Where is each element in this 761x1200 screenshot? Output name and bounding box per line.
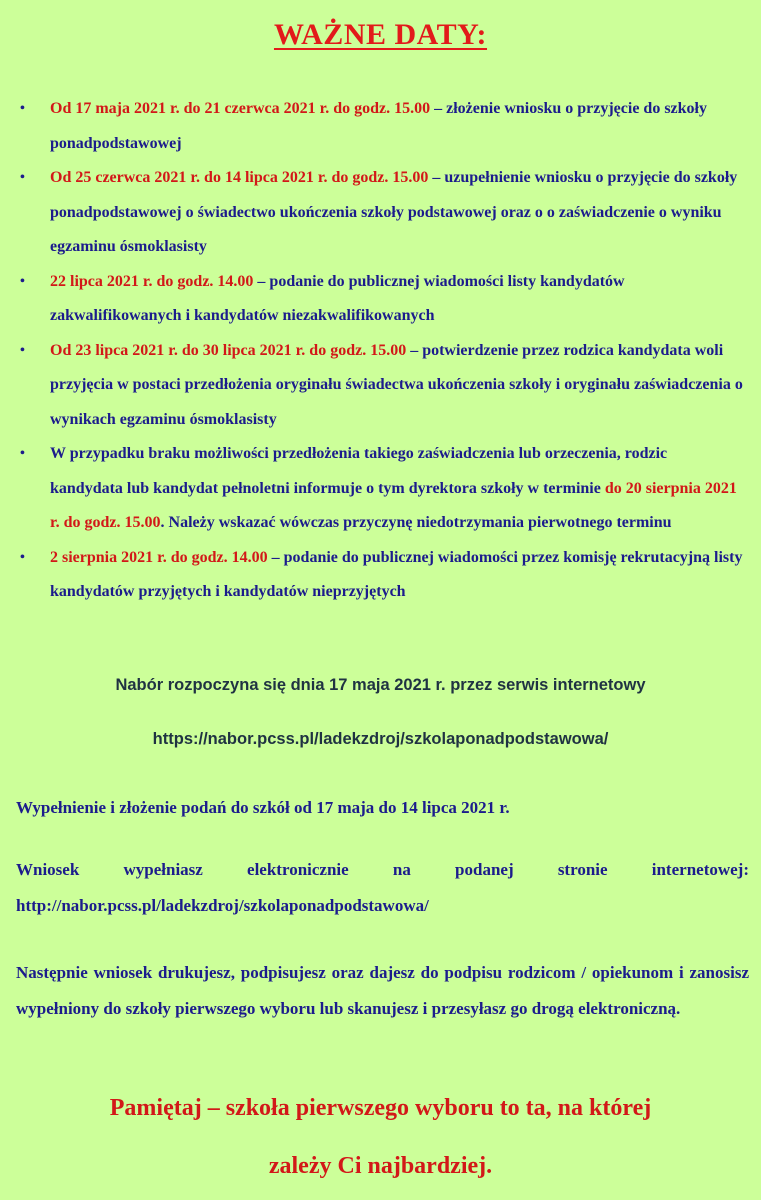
item-description: – podanie do publicznej wiadomości listy kandydatów zakwalifikowanych i kandydatów niezakwalifikowanych bbox=[50, 272, 625, 324]
date-highlight: do 20 sierpnia 2021 r. do godz. 15.00 bbox=[50, 479, 737, 531]
list-item bbox=[0, 92, 761, 161]
bullet-icon: • bbox=[20, 549, 25, 565]
date-highlight: 2 sierpnia 2021 r. do godz. 14.00 bbox=[50, 548, 268, 566]
page-title: WAŻNE DATY: bbox=[273, 18, 488, 51]
list-item bbox=[0, 541, 761, 610]
date-highlight: Od 23 lipca 2021 r. do 30 lipca 2021 r. do godz. 15.00 bbox=[50, 341, 407, 359]
item-description: – potwierdzenie przez rodzica kandydata woli przyjęcia w postaci przedłożenia oryginału świadectwa ukończenia szkoły i oryginału zaświadczenia o wynikach egzaminu ósmoklasisty bbox=[50, 341, 743, 428]
list-item bbox=[0, 265, 761, 334]
footer-reminder-line1: Pamiętaj – szkoła pierwszego wyboru to ta, na której bbox=[109, 1095, 652, 1121]
dates-list bbox=[0, 92, 761, 610]
item-description-intro: W przypadku braku możliwości przedłożenia takiego zaświadczenia lub orzeczenia, rodzic kandydata lub kandydat pełnoletni informuje o tym dyrektora szkoły w terminie bbox=[50, 445, 668, 497]
item-description: – uzupełnienie wniosku o przyjęcie do szkoły ponadpodstawowej o świadectwo ukończenia szkoły podstawowej oraz o o zaświadczenie o wyniku egzaminu ósmoklasisty bbox=[50, 169, 738, 255]
online-form-info: Wniosek wypełniasz elektronicznie na podanej stronie internetowej: http://nabor.pcss.pl/ladekzdroj/szkolaponadpodstawowa/ bbox=[16, 860, 749, 915]
item-description: . Należy wskazać wówczas przyczynę niedotrzymania pierwotnego terminu bbox=[160, 514, 672, 531]
bullet-icon: • bbox=[20, 273, 25, 289]
date-highlight: 22 lipca 2021 r. do godz. 14.00 bbox=[50, 272, 254, 290]
footer-reminder-line2: zależy Ci najbardziej. bbox=[268, 1153, 493, 1179]
bullet-icon: • bbox=[20, 342, 25, 358]
print-and-submit-info: Następnie wniosek drukujesz, podpisujesz oraz dajesz do podpisu rodzicom / opiekunom i zanosisz wypełniony do szkoły pierwszego wyboru lub skanujesz i przesyłasz go drogą elektroniczną. bbox=[16, 963, 749, 1018]
nabor-info: Nabór rozpoczyna się dnia 17 maja 2021 r. przez serwis internetowy bbox=[115, 676, 646, 694]
date-highlight: Od 17 maja 2021 r. do 21 czerwca 2021 r. do godz. 15.00 bbox=[50, 100, 431, 117]
list-item bbox=[0, 437, 761, 541]
item-description: – podanie do publicznej wiadomości przez komisję rekrutacyjną listy kandydatów przyjętych i kandydatów nieprzyjętych bbox=[50, 548, 743, 600]
bullet-icon: • bbox=[20, 446, 25, 461]
nabor-link[interactable]: https://nabor.pcss.pl/ladekzdroj/szkolaponadpodstawowa/ bbox=[152, 730, 609, 748]
bullet-icon: • bbox=[20, 101, 25, 116]
list-item bbox=[0, 334, 761, 438]
list-item bbox=[0, 161, 761, 265]
bullet-icon: • bbox=[20, 170, 25, 185]
item-description: – złożenie wniosku o przyjęcie do szkoły ponadpodstawowej bbox=[50, 100, 707, 152]
submission-period: Wypełnienie i złożenie podań do szkół od 17 maja do 14 lipca 2021 r. bbox=[16, 798, 510, 817]
date-highlight: Od 25 czerwca 2021 r. do 14 lipca 2021 r. do godz. 15.00 bbox=[50, 169, 429, 186]
